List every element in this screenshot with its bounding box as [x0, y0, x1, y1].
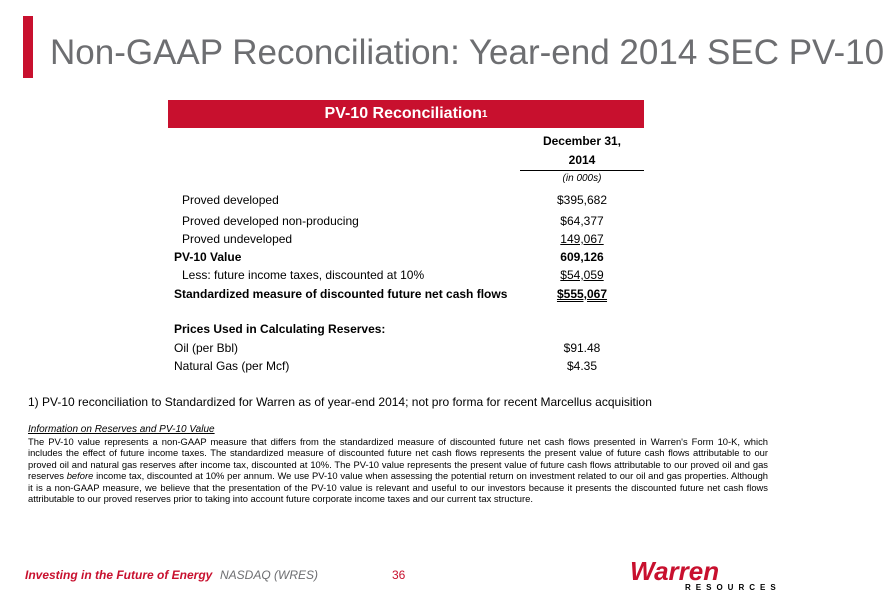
warren-logo	[630, 556, 790, 592]
row-label: Oil (per Bbl)	[174, 341, 239, 355]
table-row	[0, 341, 800, 357]
row-value: $54,059	[560, 268, 604, 282]
row-value: 149,067	[560, 232, 604, 246]
info-body-part2: income tax, discounted at 10% per annum. We use PV-10 value when assessing the potential return on investment related to our oil and gas properties. Although it is a non-GAAP measure, we believe that the presentation of the PV-10 value is relevant and useful to our investors because it presents the discounted future net cash flows attributable to our proved reserves prior to taking into account future corporate income taxes and our current tax structure.	[28, 470, 768, 505]
table-row	[0, 268, 800, 284]
row-value: $555,067	[556, 287, 608, 301]
title-accent-bar	[23, 16, 33, 78]
row-label: Standardized measure of discounted future net cash flows	[174, 287, 508, 301]
row-label: Natural Gas (per Mcf)	[174, 359, 290, 373]
column-header	[520, 132, 644, 171]
row-value: $91.48	[563, 341, 601, 355]
footnote: 1) PV-10 reconciliation to Standardized for Warren as of year-end 2014; not pro forma for recent Marcellus acquisition	[28, 395, 652, 409]
footer-tagline: Investing in the Future of Energy	[25, 568, 213, 582]
footer-ticker: NASDAQ (WRES)	[220, 568, 319, 582]
prices-heading-row	[0, 322, 800, 338]
logo-word: Warren	[630, 556, 720, 586]
table-header-text: PV-10 Reconciliation	[324, 105, 482, 122]
row-value: $64,377	[560, 214, 604, 228]
table-row	[0, 232, 800, 248]
row-label: Proved undeveloped	[182, 232, 293, 246]
table-header	[168, 100, 644, 128]
info-body-emphasis: before	[66, 470, 94, 482]
row-value: $4.35	[566, 359, 598, 373]
prices-heading: Prices Used in Calculating Reserves:	[174, 322, 386, 336]
table-row	[0, 193, 800, 209]
row-value: 609,126	[560, 250, 604, 264]
logo-subtitle: RESOURCES	[685, 583, 781, 592]
info-body-part1: The PV-10 value represents a non-GAAP measure that differs from the standardized measure of discounted future net cash flows presented in Warren's Form 10-K, which includes the effect of future income taxes. The standardized measure of discounted future net cash flows represents the present value of future cash flows attributable to our proved oil and natural gas reserves after income tax, discounted at 10%. The PV-10 value represents the present value of future cash flows attributable to our proved oil and gas reserves	[28, 436, 768, 482]
table-row	[0, 250, 800, 266]
row-label: Proved developed non-producing	[182, 214, 359, 228]
row-label: Less: future income taxes, discounted at 10%	[182, 268, 425, 282]
column-unit: (in 000s)	[562, 173, 602, 184]
table-row	[0, 214, 800, 230]
page-title: Non-GAAP Reconciliation: Year-end 2014 SEC PV-10	[50, 33, 884, 72]
table-header-footnote-marker: 1	[481, 108, 488, 120]
page-number: 36	[392, 568, 406, 582]
column-header-line2: 2014	[520, 151, 644, 171]
info-body	[28, 436, 768, 504]
table-row	[0, 287, 800, 303]
info-heading: Information on Reserves and PV-10 Value	[28, 424, 215, 435]
row-label: PV-10 Value	[174, 250, 242, 264]
table-row	[0, 359, 800, 375]
row-label: Proved developed	[182, 193, 279, 207]
row-value: $395,682	[556, 193, 608, 207]
column-header-line1: December 31,	[542, 134, 622, 148]
